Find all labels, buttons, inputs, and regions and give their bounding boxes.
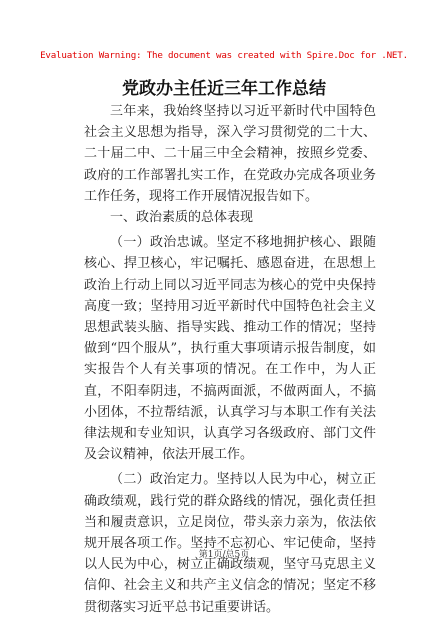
document-title: 党政办主任近三年工作总结 [122, 79, 326, 99]
intro-paragraph: 三年来，我始终坚持以习近平新时代中国特色社会主义思想为指导，深入学习贯彻党的二十大、二十届二中、二十届三中全会精神，按照乡党委、政府的工作部署扎实工作，在党政办完成各项业务工作任务，现将工作开展情况报告如下。 [84, 104, 376, 204]
paragraph-political-resolve: （二）政治定力。坚持以人民为中心，树立正确政绩观，践行党的群众路线的情况，强化责任担当和履责意识，立足岗位，带头亲力亲为，依法依规开展各项工作。坚持不忘初心、牢记使命，坚持以人民为中心，树立正确政绩观，坚守马克思主义信仰、社会主义和共产主义信念的情况；坚定不移贯彻落实习近平总书记重要讲话。 [84, 472, 376, 615]
document-body [84, 101, 376, 618]
evaluation-warning: Evaluation Warning: The document was created with Spire.Doc for .NET. [40, 50, 408, 61]
paragraph-political-loyalty: （一）政治忠诚。坚定不移地拥护核心、跟随核心、捍卫核心，牢记嘱托、感恩奋进，在思想上政治上行动上同以习近平同志为核心的党中央保持高度一致；坚持用习近平新时代中国特色社会主义思想武装头脑、指导实践、推动工作的情况；坚持做到“四个服从”，执行重大事项请示报告制度，如实报告个人有关事项的情况。在工作中，为人正直，不阳奉阴违，不搞两面派，不做两面人，不搞小团体，不拉帮结派，认真学习与本职工作有关法律法规和专业知识，认真学习各级政府、部门文件及会议精神，依法开展工作。 [84, 235, 376, 463]
section-heading: 一、政治素质的总体表现 [110, 210, 254, 226]
page-footer: 第1页/总5页 [198, 550, 250, 560]
